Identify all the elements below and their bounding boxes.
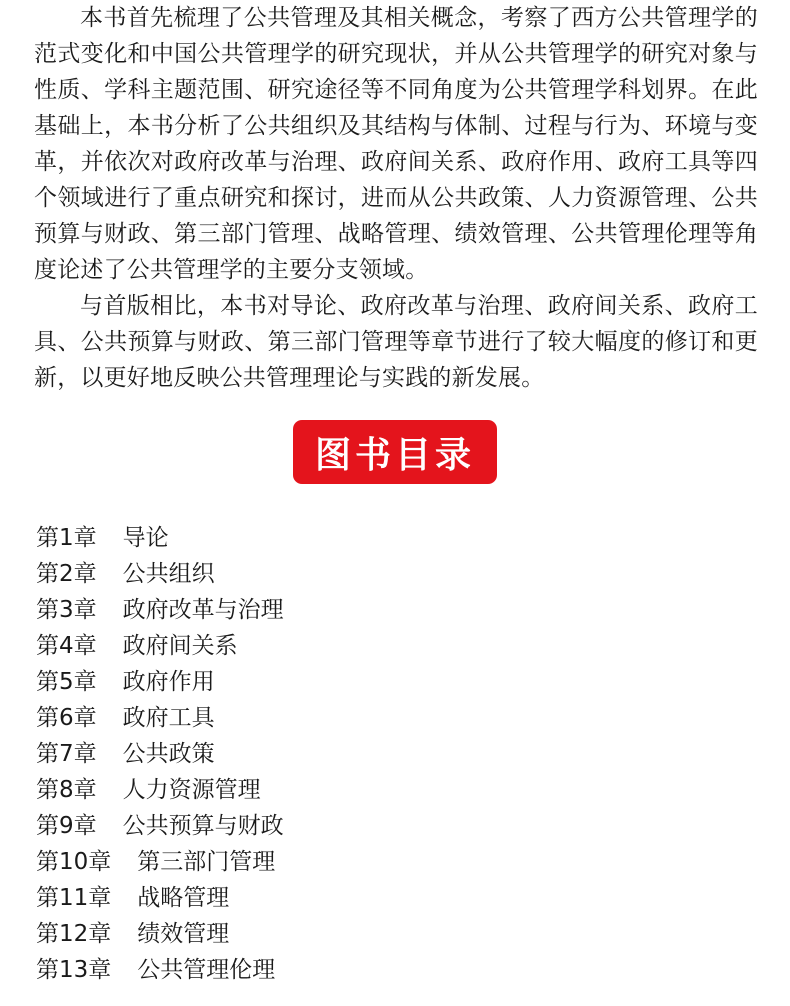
toc-chapter-13 bbox=[36, 952, 284, 988]
chapter-number: 第11章 bbox=[36, 885, 112, 911]
chapter-title: 战略管理 bbox=[137, 885, 230, 911]
toc-chapter-3 bbox=[36, 592, 284, 628]
toc-chapter-7 bbox=[36, 736, 284, 772]
chapter-number: 第4章 bbox=[36, 633, 97, 659]
intro-paragraph-2: 与首版相比，本书对导论、政府改革与治理、政府间关系、政府工具、公共预算与财政、第三部门管理等章节进行了较大幅度的修订和更新，以更好地反映公共管理理论与实践的新发展。 bbox=[34, 293, 758, 391]
toc-chapter-6 bbox=[36, 700, 284, 736]
chapter-number: 第13章 bbox=[36, 957, 112, 983]
chapter-number: 第7章 bbox=[36, 741, 97, 767]
chapter-title: 人力资源管理 bbox=[122, 777, 261, 803]
toc-chapter-9 bbox=[36, 808, 284, 844]
toc-chapter-1 bbox=[36, 520, 284, 556]
toc-chapter-8 bbox=[36, 772, 284, 808]
chapter-title: 公共组织 bbox=[122, 561, 215, 587]
toc-heading-container bbox=[0, 420, 790, 484]
chapter-title: 公共管理伦理 bbox=[137, 957, 276, 983]
chapter-title: 第三部门管理 bbox=[137, 849, 276, 875]
chapter-number: 第2章 bbox=[36, 561, 97, 587]
chapter-number: 第9章 bbox=[36, 813, 97, 839]
chapter-title: 公共政策 bbox=[122, 741, 215, 767]
chapter-title: 公共预算与财政 bbox=[122, 813, 284, 839]
intro-paragraph-1: 本书首先梳理了公共管理及其相关概念，考察了西方公共管理学的范式变化和中国公共管理学的研究现状，并从公共管理学的研究对象与性质、学科主题范围、研究途径等不同角度为公共管理学科划界。在此基础上，本书分析了公共组织及其结构与体制、过程与行为、环境与变革，并依次对政府改革与治理、政府间关系、政府作用、政府工具等四个领域进行了重点研究和探讨，进而从公共政策、人力资源管理、公共预算与财政、第三部门管理、战略管理、绩效管理、公共管理伦理等角度论述了公共管理学的主要分支领域。 bbox=[34, 5, 758, 283]
chapter-number: 第8章 bbox=[36, 777, 97, 803]
toc-heading-badge: 图书目录 bbox=[293, 420, 497, 484]
toc-chapter-2 bbox=[36, 556, 284, 592]
toc-chapter-4 bbox=[36, 628, 284, 664]
toc-chapter-10 bbox=[36, 844, 284, 880]
book-introduction bbox=[34, 0, 758, 396]
chapter-title: 政府改革与治理 bbox=[122, 597, 284, 623]
toc-chapter-11 bbox=[36, 880, 284, 916]
toc-chapter-12 bbox=[36, 916, 284, 952]
chapter-number: 第10章 bbox=[36, 849, 112, 875]
chapter-title: 绩效管理 bbox=[137, 921, 230, 947]
chapter-number: 第12章 bbox=[36, 921, 112, 947]
chapter-title: 导论 bbox=[122, 525, 169, 551]
chapter-number: 第1章 bbox=[36, 525, 97, 551]
toc-chapter-5 bbox=[36, 664, 284, 700]
chapter-number: 第6章 bbox=[36, 705, 97, 731]
chapter-title: 政府间关系 bbox=[122, 633, 238, 659]
chapter-number: 第5章 bbox=[36, 669, 97, 695]
chapter-number: 第3章 bbox=[36, 597, 97, 623]
chapter-title: 政府作用 bbox=[122, 669, 215, 695]
chapter-title: 政府工具 bbox=[122, 705, 215, 731]
table-of-contents bbox=[36, 520, 284, 988]
